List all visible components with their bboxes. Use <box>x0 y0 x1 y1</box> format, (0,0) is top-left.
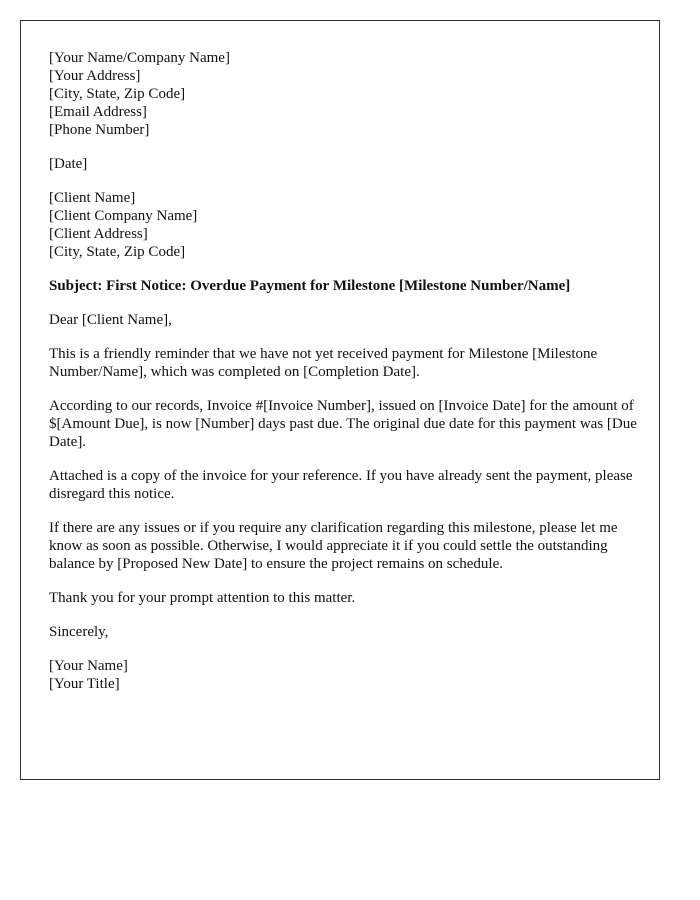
paragraph-thanks: Thank you for your prompt attention to this matter. <box>49 590 356 606</box>
sender-name: [Your Name/Company Name] <box>49 50 230 66</box>
letter-page <box>20 20 660 780</box>
salutation: Dear [Client Name], <box>49 312 172 328</box>
sender-city-state-zip: [City, State, Zip Code] <box>49 86 186 102</box>
subject-line: Subject: First Notice: Overdue Payment for Milestone [Milestone Number/Name] <box>49 278 571 294</box>
date-block <box>49 155 639 173</box>
letter-content <box>49 49 639 709</box>
recipient-address: [Client Address] <box>49 226 148 242</box>
letter-date: [Date] <box>49 156 88 172</box>
recipient-company: [Client Company Name] <box>49 208 198 224</box>
signature-name: [Your Name] <box>49 658 128 674</box>
recipient-city-state-zip: [City, State, Zip Code] <box>49 244 186 260</box>
paragraph-attachment: Attached is a copy of the invoice for your reference. If you have already sent the payment, please disregard this notice. <box>49 468 633 502</box>
paragraph-reminder: This is a friendly reminder that we have not yet received payment for Milestone [Milestone Number/Name], which was completed on [Completion Date]. <box>49 346 598 380</box>
paragraph-request: If there are any issues or if you require any clarification regarding this milestone, please let me know as soon as possible. Otherwise, I would appreciate it if you could settle the outstanding balance by [Proposed New Date] to ensure the project remains on schedule. <box>49 520 618 572</box>
paragraph-invoice-details: According to our records, Invoice #[Invoice Number], issued on [Invoice Date] for the amount of $[Amount Due], is now [Number] days past due. The original due date for this payment was [Due Date]. <box>49 398 637 450</box>
closing: Sincerely, <box>49 624 109 640</box>
sender-email: [Email Address] <box>49 104 147 120</box>
signature-block <box>49 657 639 693</box>
sender-address: [Your Address] <box>49 68 141 84</box>
recipient-name: [Client Name] <box>49 190 136 206</box>
signature-title: [Your Title] <box>49 676 120 692</box>
sender-block <box>49 49 639 139</box>
sender-phone: [Phone Number] <box>49 122 150 138</box>
recipient-block <box>49 189 639 261</box>
